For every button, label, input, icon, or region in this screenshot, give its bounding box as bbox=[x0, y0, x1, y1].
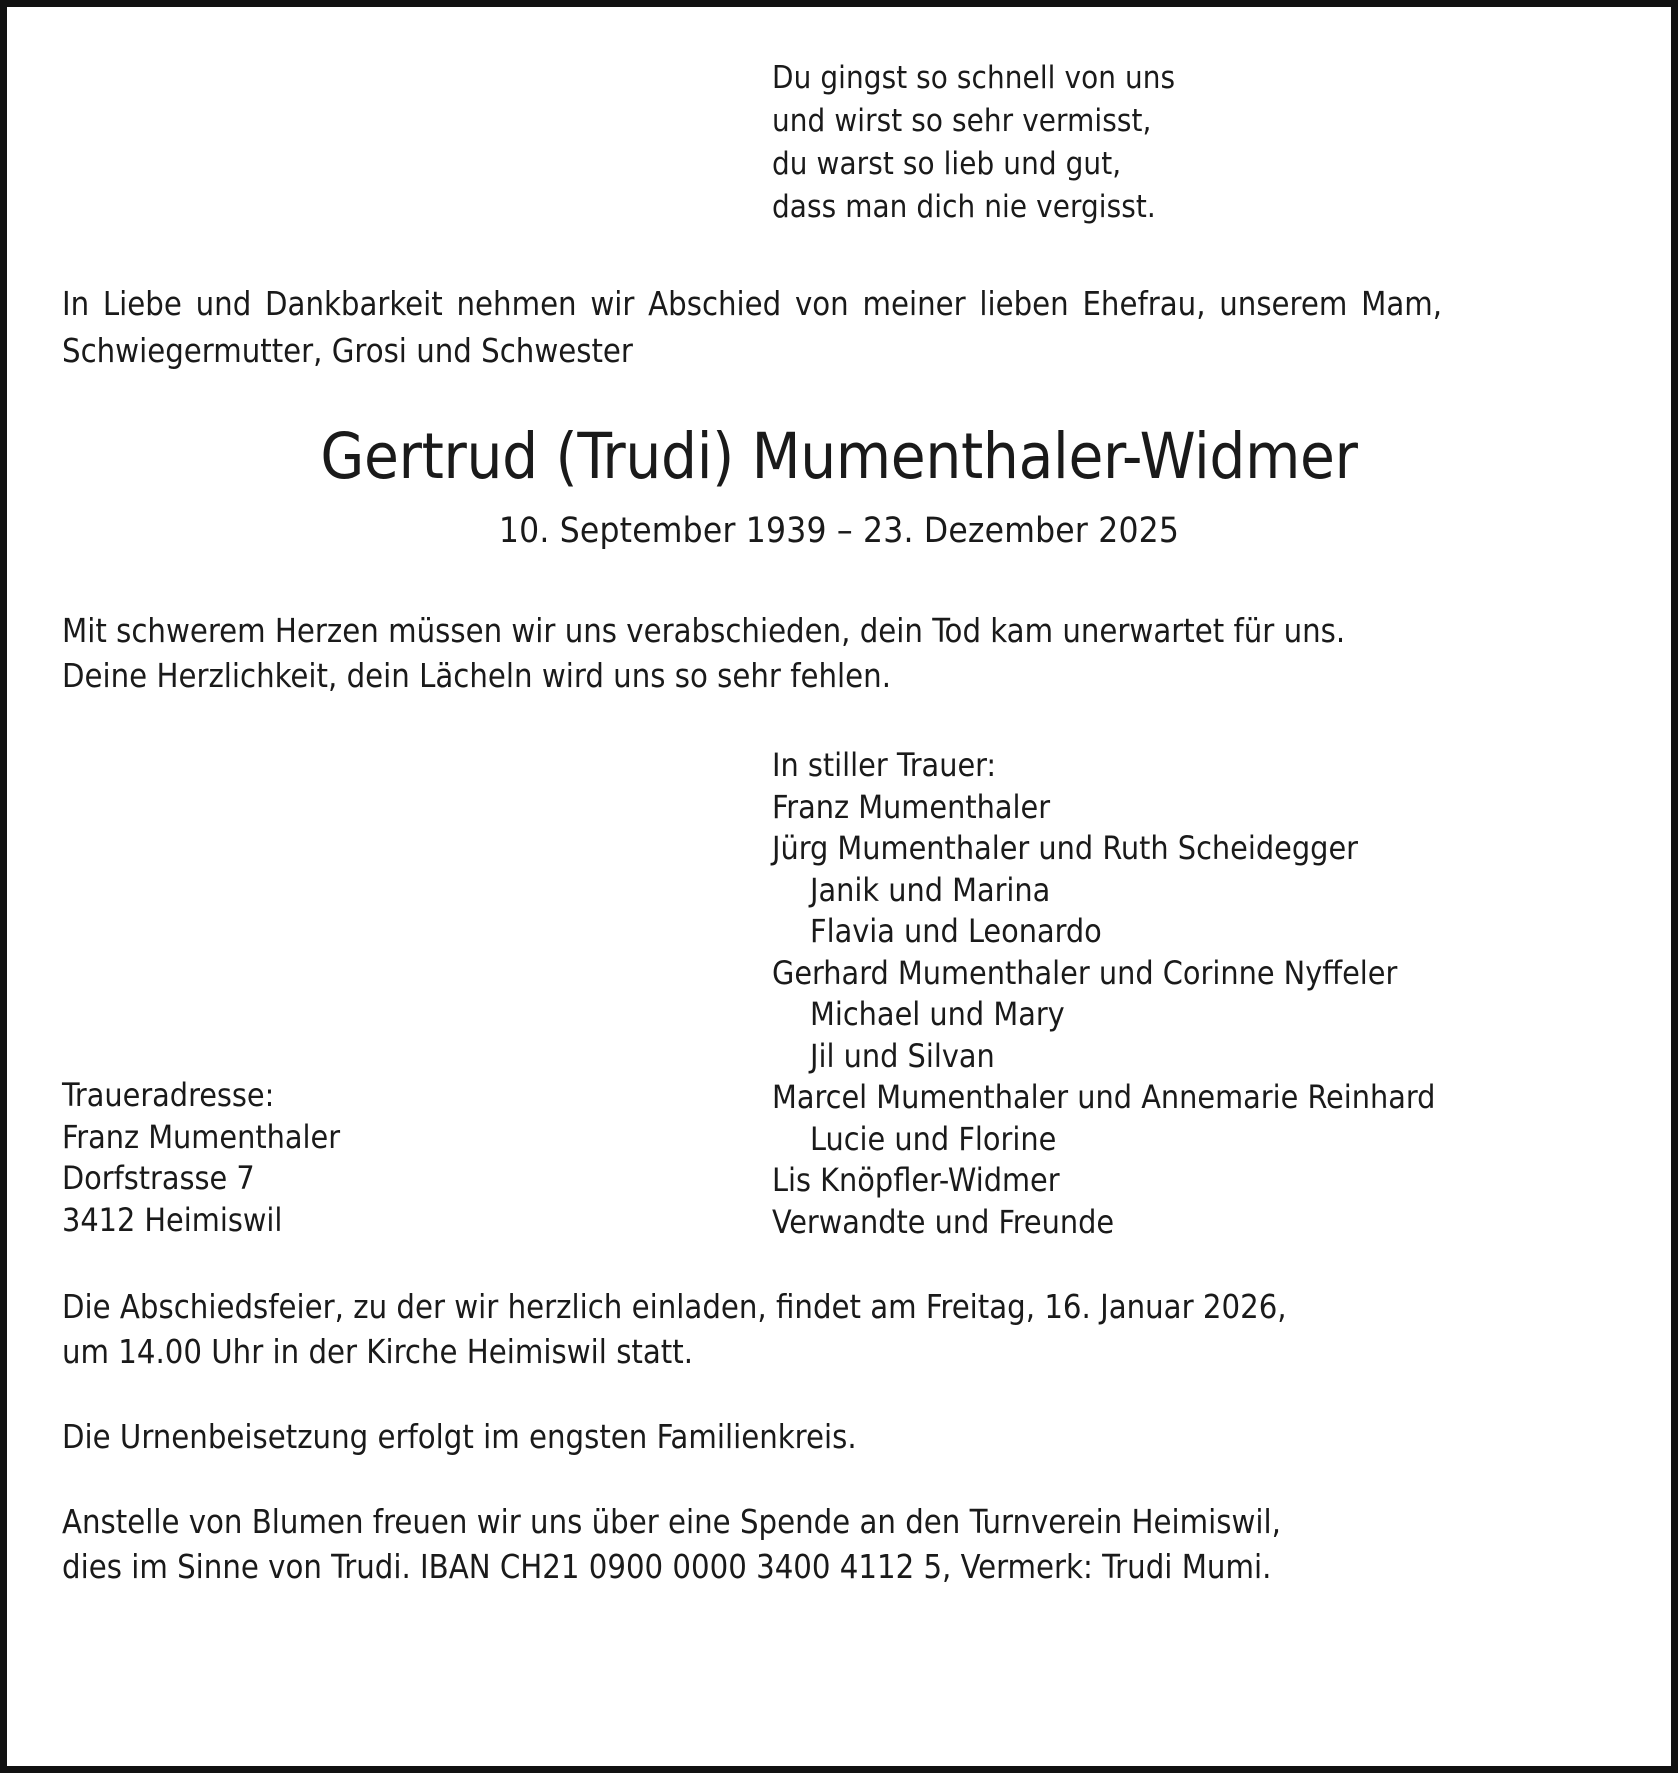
columns-section bbox=[62, 745, 1616, 1275]
burial-paragraph: Die Urnenbeisetzung erfolgt im engsten Familienkreis. bbox=[62, 1418, 857, 1456]
address-line: Dorfstrasse 7 bbox=[62, 1159, 255, 1197]
life-dates: 10. September 1939 – 23. Dezember 2025 bbox=[498, 511, 1180, 551]
poem-line-1: Du gingst so schnell von uns bbox=[772, 60, 1176, 96]
mourner-entry: Janik und Marina bbox=[810, 870, 1051, 909]
farewell-paragraph bbox=[62, 553, 1442, 699]
poem-line-4: dass man dich nie vergisst. bbox=[772, 189, 1156, 225]
mourner-entry: Franz Mumenthaler bbox=[772, 787, 1051, 826]
mourner-entry: Marcel Mumenthaler und Annemarie Reinhard bbox=[772, 1078, 1436, 1116]
poem-line-2: und wirst so sehr vermisst, bbox=[772, 103, 1152, 139]
ceremony-paragraph bbox=[62, 1285, 1616, 1375]
mourner-entry: Gerhard Mumenthaler und Corinne Nyffeler bbox=[772, 953, 1398, 992]
mourners-list bbox=[772, 745, 1435, 1243]
memorial-poem bbox=[62, 47, 1616, 229]
condolence-address bbox=[62, 1075, 340, 1241]
mourner-entry: Lis Knöpfler-Widmer bbox=[772, 1161, 1060, 1199]
mourners-heading: In stiller Trauer: bbox=[772, 746, 997, 784]
closing-section bbox=[62, 1275, 1616, 1590]
farewell-line-1: Mit schwerem Herzen müssen wir uns verabschieden, dein Tod kam unerwartet für uns. bbox=[62, 612, 1346, 650]
mourner-entry: Flavia und Leonardo bbox=[810, 912, 1102, 950]
donation-paragraph bbox=[62, 1500, 1616, 1590]
poem-line-3: du warst so lieb und gut, bbox=[772, 146, 1122, 182]
address-line: 3412 Heimiswil bbox=[62, 1200, 283, 1239]
intro-paragraph: In Liebe und Dankbarkeit nehmen wir Abschied von meiner lieben Ehefrau, unserem Mam, Schwiegermutter, Grosi und Schwester bbox=[62, 285, 1442, 370]
mourner-entry: Verwandte und Freunde bbox=[772, 1202, 1115, 1241]
mourner-entry: Michael und Mary bbox=[810, 995, 1065, 1033]
ceremony-line-2: um 14.00 Uhr in der Kirche Heimiswil statt. bbox=[62, 1333, 694, 1371]
mourner-entry: Lucie und Florine bbox=[810, 1119, 1057, 1158]
ceremony-line-1: Die Abschiedsfeier, zu der wir herzlich einladen, findet am Freitag, 16. Januar 2026, bbox=[62, 1288, 1287, 1326]
deceased-block bbox=[62, 375, 1616, 553]
farewell-line-2: Deine Herzlichkeit, dein Lächeln wird uns so sehr fehlen. bbox=[62, 657, 891, 695]
deceased-name: Gertrud (Trudi) Mumenthaler-Widmer bbox=[320, 420, 1358, 493]
donation-line-2: dies im Sinne von Trudi. IBAN CH21 0900 0000 3400 4112 5, Vermerk: Trudi Mumi. bbox=[62, 1548, 1272, 1586]
mourner-entry: Jil und Silvan bbox=[810, 1036, 995, 1075]
mourner-entry: Jürg Mumenthaler und Ruth Scheidegger bbox=[772, 829, 1358, 867]
address-line: Franz Mumenthaler bbox=[62, 1117, 341, 1156]
address-heading: Traueradresse: bbox=[62, 1076, 275, 1114]
donation-line-1: Anstelle von Blumen freuen wir uns über eine Spende an den Turnverein Heimiswil, bbox=[62, 1503, 1281, 1541]
